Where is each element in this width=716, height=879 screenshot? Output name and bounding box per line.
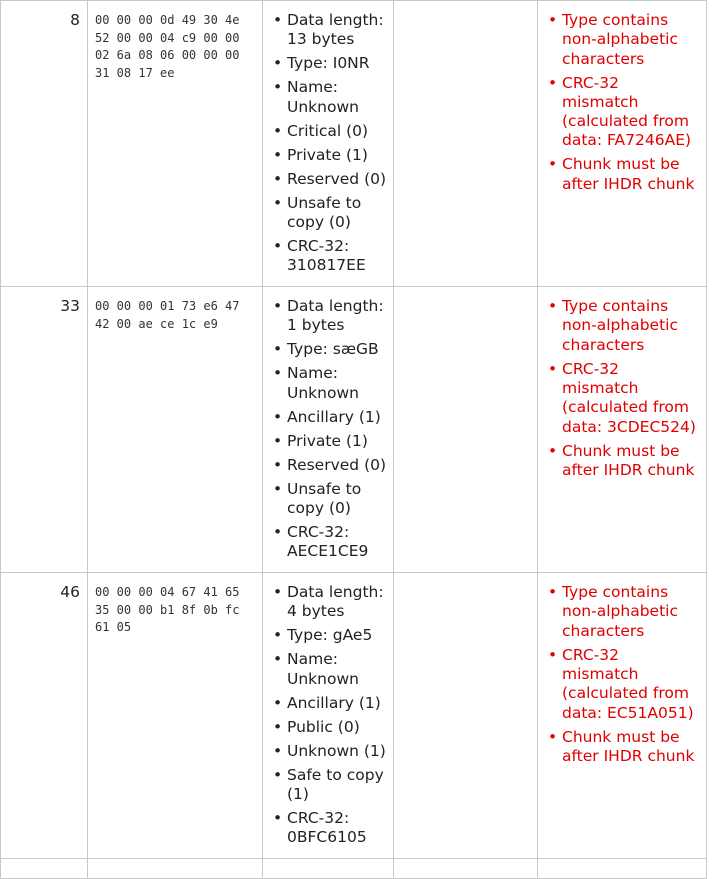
chunk-info-item: • Reserved (0) (273, 170, 387, 189)
chunk-info-item: • Name: Unknown (273, 78, 387, 117)
chunk-offset: 46 (1, 573, 88, 859)
chunk-info-item: • Ancillary (1) (273, 408, 387, 427)
chunk-info-item: • Type: sæGB (273, 340, 387, 359)
chunk-errors (538, 287, 707, 573)
chunk-offset: 33 (1, 287, 88, 573)
chunk-info-item: • Type: gAe5 (273, 626, 387, 645)
chunk-error-item: • CRC-32 mismatch (calculated from data: FA7246AE) (548, 74, 700, 151)
chunk-hex-bytes: 00 00 00 0d 49 30 4e 52 00 00 04 c9 00 00 02 6a 08 06 00 00 00 31 08 17 ee (88, 1, 263, 287)
chunk-info-item: • Data length: 4 bytes (273, 583, 387, 622)
chunk-info-item: • CRC-32: 310817EE (273, 237, 387, 276)
chunk-notes (394, 287, 538, 573)
chunk-info-item: • Unsafe to copy (0) (273, 480, 387, 519)
chunk-error-item: • Chunk must be after IHDR chunk (548, 442, 700, 481)
chunk-info-item: • Unsafe to copy (0) (273, 194, 387, 233)
chunk-info-item: • Reserved (0) (273, 456, 387, 475)
chunk-info-item: • Data length: 13 bytes (273, 11, 387, 50)
chunk-error-item: • CRC-32 mismatch (calculated from data: 3CDEC524) (548, 360, 700, 437)
chunk-info-item: • Name: Unknown (273, 364, 387, 403)
chunk-hex-bytes: 00 00 00 04 67 41 65 35 00 00 b1 8f 0b fc 61 05 (88, 573, 263, 859)
chunk-info-item: • Safe to copy (1) (273, 766, 387, 805)
chunk-table-body (1, 0, 707, 879)
chunk-error-item: • Type contains non-alphabetic characters (548, 11, 700, 69)
chunk-error-item: • Chunk must be after IHDR chunk (548, 728, 700, 767)
chunk-hex-bytes: 00 00 00 01 73 e6 47 42 00 ae ce 1c e9 (88, 287, 263, 573)
chunk-error-item: • CRC-32 mismatch (calculated from data: EC51A051) (548, 646, 700, 723)
table-row (1, 1, 707, 287)
chunk-info-item: • Unknown (1) (273, 742, 387, 761)
chunk-info (263, 1, 394, 287)
chunk-info-item: • Data length: 1 bytes (273, 297, 387, 336)
table-row (1, 573, 707, 859)
chunk-notes (394, 573, 538, 859)
chunk-error-item: • Type contains non-alphabetic characters (548, 297, 700, 355)
chunk-info-item: • Name: Unknown (273, 650, 387, 689)
chunk-info-item: • CRC-32: AECE1CE9 (273, 523, 387, 562)
chunk-errors (538, 573, 707, 859)
chunk-error-item: • Type contains non-alphabetic characters (548, 583, 700, 641)
chunk-info-item: • Type: I0NR (273, 54, 387, 73)
table-row (1, 287, 707, 573)
chunk-info-item: • Critical (0) (273, 122, 387, 141)
chunk-info-item: • Private (1) (273, 432, 387, 451)
chunk-notes (394, 1, 538, 287)
chunk-info (263, 573, 394, 859)
chunk-info-item: • Public (0) (273, 718, 387, 737)
chunk-offset: 8 (1, 1, 88, 287)
chunk-error-item: • Chunk must be after IHDR chunk (548, 155, 700, 194)
chunk-info-item: • CRC-32: 0BFC6105 (273, 809, 387, 848)
chunk-info-item: • Ancillary (1) (273, 694, 387, 713)
chunk-info-item: • Private (1) (273, 146, 387, 165)
chunk-info (263, 287, 394, 573)
table-row-next (1, 859, 707, 879)
chunk-errors (538, 1, 707, 287)
